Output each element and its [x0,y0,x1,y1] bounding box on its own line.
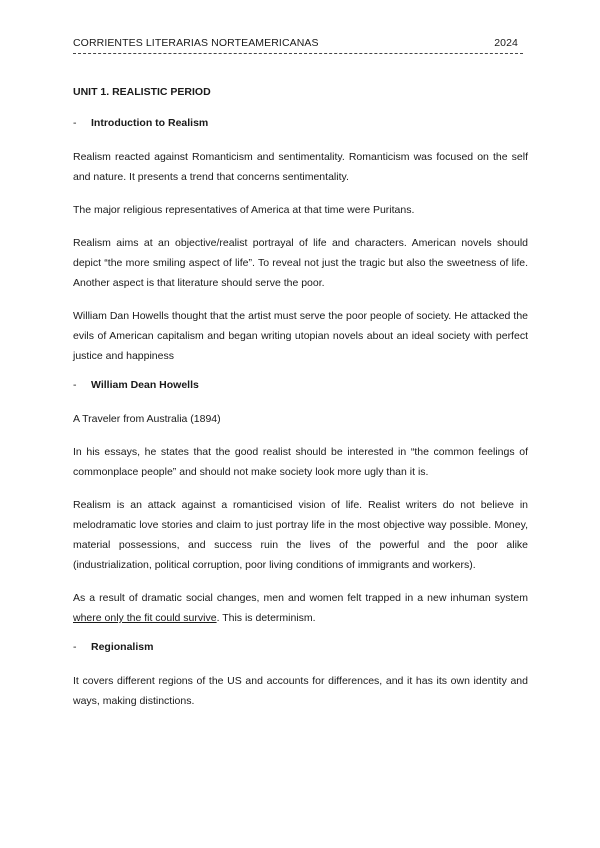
page-header [73,37,518,49]
paragraph: It covers different regions of the US and accounts for differences, and it has its own identity and ways, making distinctions. [73,675,528,707]
unit-title: UNIT 1. REALISTIC PERIOD [73,86,211,98]
bullet-dash: - [73,641,77,653]
paragraph: A Traveler from Australia (1894) [73,413,221,425]
bullet-dash: - [73,379,77,391]
section-heading-label: Introduction to Realism [91,117,209,129]
paragraph: Realism is an attack against a romanticised vision of life. Realist writers do not believe in melodramatic love stories and claim to just portray life in the most objective way possible. Money, material possessions, and success ruin the lives of the powerful and the poor alike (industrialization, political corruption, poor living conditions of immigrants and workers). [73,499,528,571]
header-year: 2024 [494,37,518,49]
section-heading-label: William Dean Howells [91,379,199,391]
section-heading-regionalism [73,641,528,653]
header-divider [73,53,523,54]
section-heading-label: Regionalism [91,641,154,653]
section-heading-introduction [73,117,528,129]
paragraph-determinism [73,588,528,628]
paragraph: In his essays, he states that the good realist should be interested in “the common feelings of commonplace people” and should not make society look more ugly than it is. [73,446,528,478]
header-title: CORRIENTES LITERARIAS NORTEAMERICANAS [73,37,319,49]
document-body [73,86,528,724]
determinism-text-before: As a result of dramatic social changes, men and women felt trapped in a new inhuman system [73,592,528,604]
paragraph: William Dan Howells thought that the artist must serve the poor people of society. He attacked the evils of American capitalism and began writing utopian novels about an ideal society with perfect justice and happiness [73,310,528,362]
paragraph: The major religious representatives of America at that time were Puritans. [73,204,415,216]
bullet-dash: - [73,117,77,129]
paragraph: Realism reacted against Romanticism and sentimentality. Romanticism was focused on the self and nature. It presents a trend that concerns sentimentality. [73,151,528,183]
determinism-text-after: . This is determinism. [216,612,316,624]
section-heading-howells [73,379,528,391]
paragraph: Realism aims at an objective/realist portrayal of life and characters. American novels should depict “the more smiling aspect of life”. To reveal not just the tragic but also the sweetness of life. Another aspect is that literature should serve the poor. [73,237,528,289]
underlined-phrase: where only the fit could survive [73,612,217,624]
